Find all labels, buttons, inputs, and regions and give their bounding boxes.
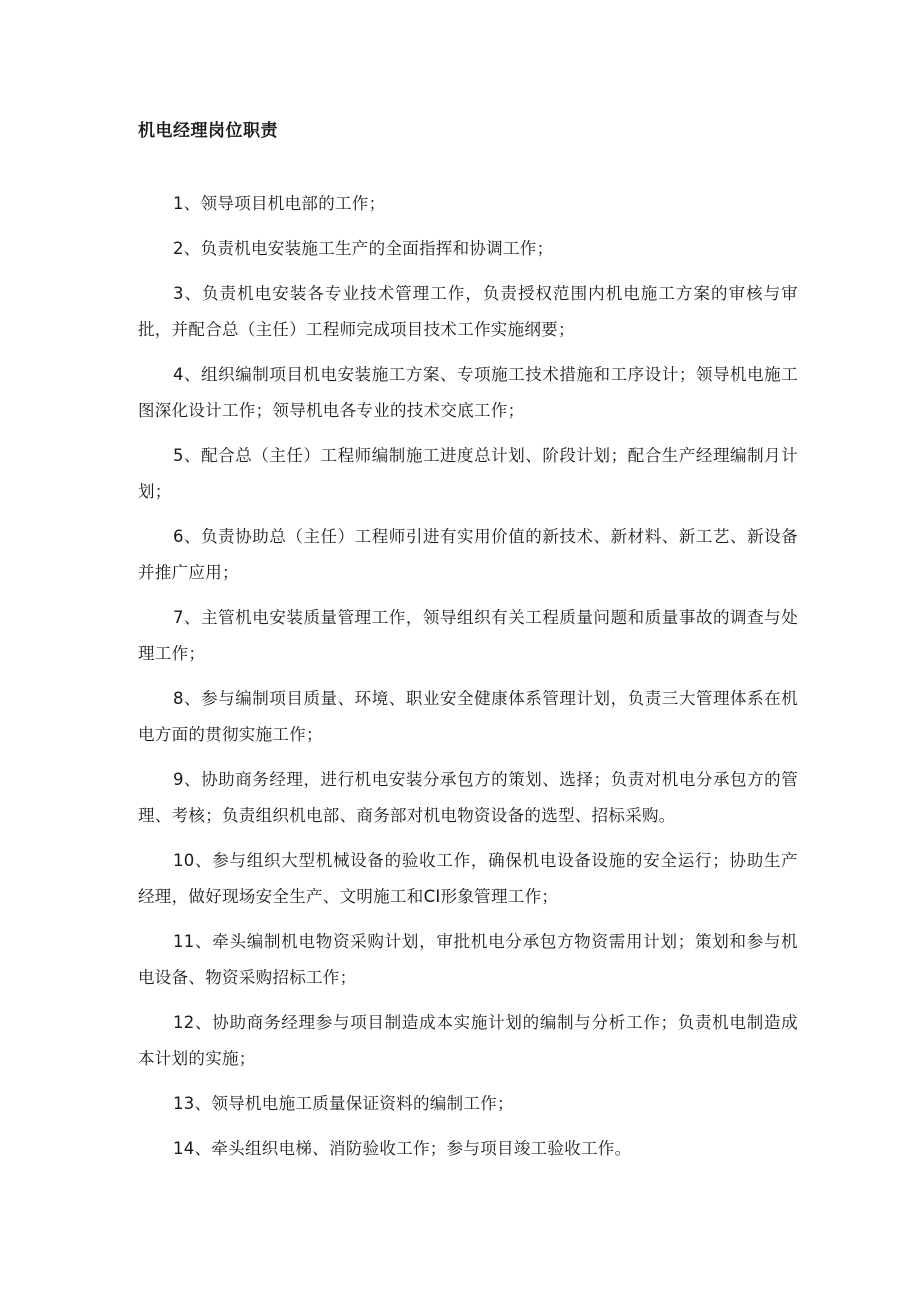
duty-item-14: 14、牵头组织电梯、消防验收工作；参与项目竣工验收工作。: [173, 1139, 632, 1158]
duty-item-12: 12、协助商务经理参与项目制造成本实施计划的编制与分析工作；负责机电制造成本计划的实施；: [138, 1013, 798, 1068]
duty-item-8: 8、参与编制项目质量、环境、职业安全健康体系管理计划，负责三大管理体系在机电方面的贯彻实施工作；: [138, 689, 798, 744]
duty-item-3: 3、负责机电安装各专业技术管理工作，负责授权范围内机电施工方案的审核与审批，并配合总（主任）工程师完成项目技术工作实施纲要；: [138, 284, 798, 339]
duty-item-13: 13、领导机电施工质量保证资料的编制工作；: [173, 1094, 514, 1113]
duty-item-2: 2、负责机电安装施工生产的全面指挥和协调工作；: [173, 239, 554, 258]
document-title: 机电经理岗位职责: [138, 121, 278, 141]
duty-item-6: 6、负责协助总（主任）工程师引进有实用价值的新技术、新材料、新工艺、新设备并推广应用；: [138, 527, 798, 582]
duty-item-5: 5、配合总（主任）工程师编制施工进度总计划、阶段计划；配合生产经理编制月计划；: [138, 446, 798, 501]
duty-item-4: 4、组织编制项目机电安装施工方案、专项施工技术措施和工序设计；领导机电施工图深化设计工作；领导机电各专业的技术交底工作；: [138, 365, 798, 420]
duty-item-10: 10、参与组织大型机械设备的验收工作，确保机电设备设施的安全运行；协助生产经理，做好现场安全生产、文明施工和CI形象管理工作；: [138, 851, 798, 906]
duty-item-9: 9、协助商务经理，进行机电安装分承包方的策划、选择；负责对机电分承包方的管理、考核；负责组织机电部、商务部对机电物资设备的选型、招标采购。: [138, 770, 798, 825]
duty-item-7: 7、主管机电安装质量管理工作，领导组织有关工程质量问题和质量事故的调查与处理工作；: [138, 608, 798, 663]
duty-item-11: 11、牵头编制机电物资采购计划，审批机电分承包方物资需用计划；策划和参与机电设备、物资采购招标工作；: [138, 932, 798, 987]
duty-list: [138, 186, 798, 1176]
duty-item-1: 1、领导项目机电部的工作；: [173, 194, 386, 213]
